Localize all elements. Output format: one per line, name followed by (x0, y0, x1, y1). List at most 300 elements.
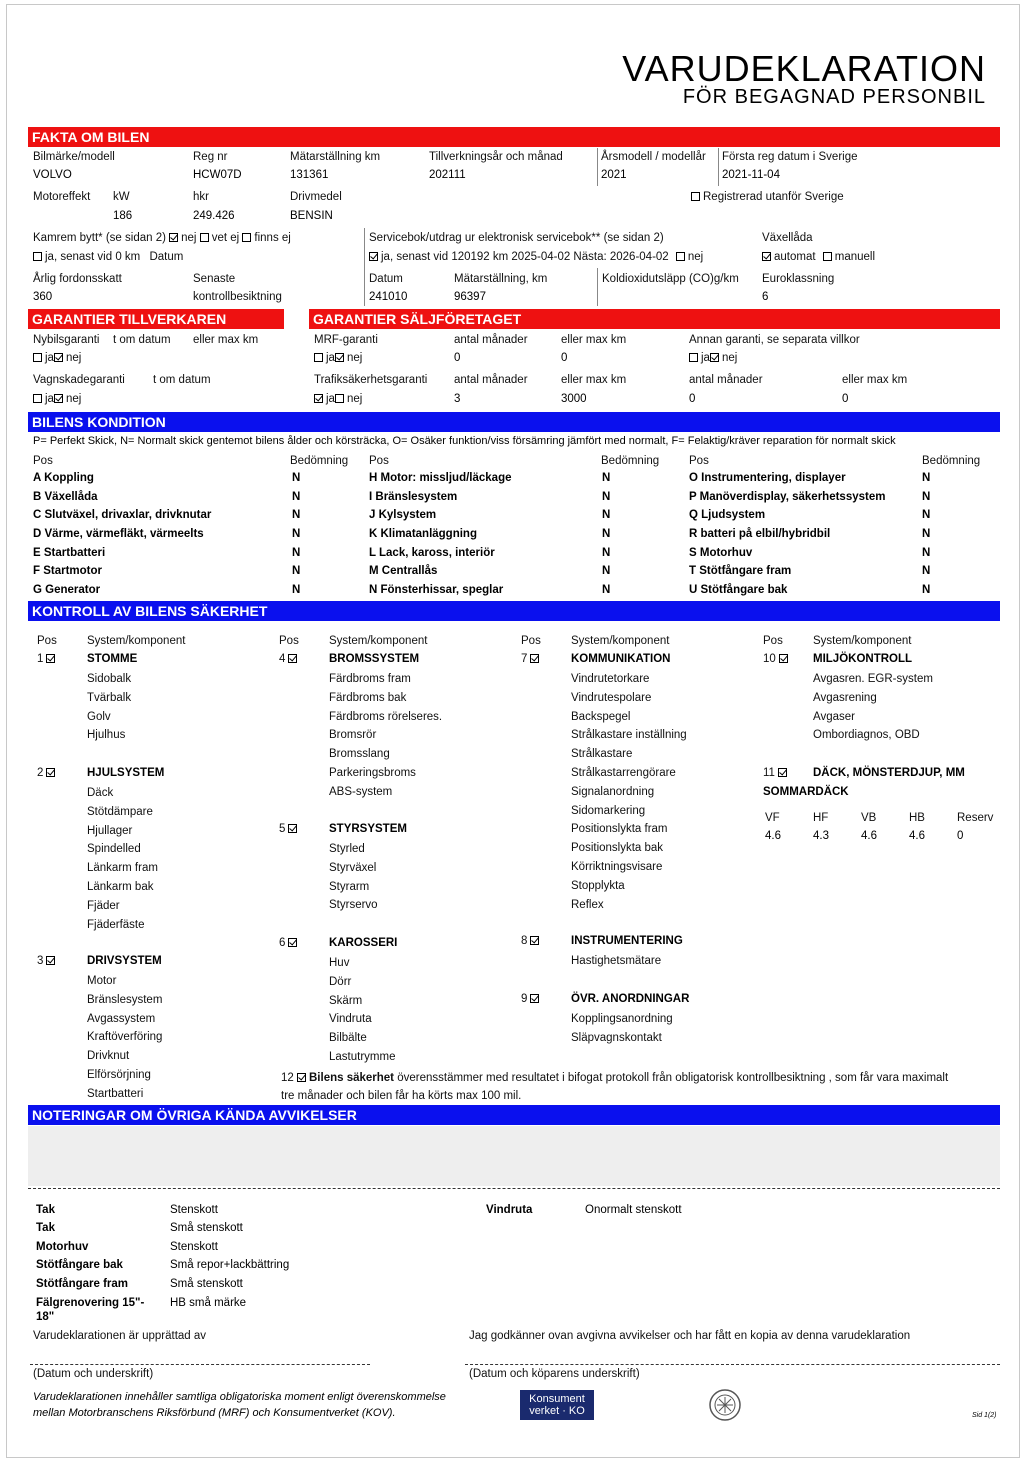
sak-item: Bromsrör (329, 729, 377, 741)
kamrem-label: Kamrem bytt* (se sidan 2) (33, 232, 166, 244)
kondition-item-value: N (292, 584, 301, 596)
mrf-km-value: 0 (561, 352, 568, 364)
sak-pos-label: Pos (521, 635, 541, 647)
nybil-km-label: eller max km (193, 334, 259, 346)
note-part: Motorhuv (36, 1241, 89, 1253)
tire-col-value: 4.6 (861, 830, 877, 842)
sak-item: Vindrutetorkare (571, 673, 650, 685)
page-subtitle: FÖR BEGAGNAD PERSONBIL (682, 86, 986, 108)
kondition-item-value: N (922, 472, 931, 484)
trafik-label: Trafiksäkerhetsgaranti (314, 374, 428, 386)
service-nej-checkbox[interactable] (676, 252, 685, 261)
nej-label: nej (65, 393, 82, 405)
group-1-checkbox[interactable] (46, 654, 55, 663)
sak-item: Färdbroms rörelseres. (329, 711, 443, 723)
nybil-label: Nybilsgaranti (33, 334, 100, 346)
sak-item: Hjullager (87, 825, 133, 837)
kondition-item-value: N (922, 547, 931, 559)
tire-col-label: HB (909, 812, 925, 824)
annan-ja-checkbox[interactable] (689, 353, 698, 362)
group-6-checkbox[interactable] (288, 938, 297, 947)
sak-group-4-title: BROMSSYSTEM (329, 653, 420, 665)
kondition-item-value: N (292, 565, 301, 577)
sak-group-10-title: MILJÖKONTROLL (813, 653, 913, 665)
nej-label: nej (346, 393, 363, 405)
sak-group-3-title: DRIVSYSTEM (87, 955, 162, 967)
nybil-nej-checkbox[interactable] (54, 353, 63, 362)
nybil-options (33, 352, 81, 364)
sak-group-3-num (37, 955, 58, 967)
sak-item: Positionslykta bak (571, 842, 664, 854)
sak-item: Länkarm fram (87, 862, 158, 874)
hkr-label: hkr (193, 191, 209, 203)
matar-value: 131361 (290, 169, 329, 181)
kondition-item-name: K Klimatanläggning (369, 528, 477, 540)
sak-group-2-title: HJULSYSTEM (87, 767, 165, 779)
vagnskade-label: Vagnskadegaranti (33, 374, 125, 386)
mrf-ja-checkbox[interactable] (314, 353, 323, 362)
sak-group-11-title: DÄCK, MÖNSTERDJUP, MM (813, 767, 965, 779)
note-right-desc: Onormalt stenskott (585, 1204, 682, 1216)
sak-sys-label: System/komponent (329, 635, 428, 647)
note-desc: Små stenskott (170, 1278, 243, 1290)
vagnskade-ja-checkbox[interactable] (33, 394, 42, 403)
note-desc: HB små märke (170, 1297, 247, 1309)
sak-item: Stötdämpare (87, 806, 153, 818)
sak-item: Avgasren. EGR-system (813, 673, 933, 685)
group-4-checkbox[interactable] (288, 654, 297, 663)
sak-group-10-num (763, 653, 791, 665)
nej-label: nej (346, 352, 363, 364)
kondition-item-value: N (292, 509, 301, 521)
tire-col-label: VB (861, 812, 877, 824)
note-part-cont: 18" (36, 1311, 55, 1323)
group-num: 6 (279, 937, 286, 949)
sak-item: Avgassystem (87, 1013, 156, 1025)
sak-item: Spindelled (87, 843, 141, 855)
group-num: 8 (521, 935, 528, 947)
section-noteringar-heading: NOTERINGAR OM ÖVRIGA KÄNDA AVVIKELSER (28, 1105, 1000, 1125)
trafik-ja-checkbox[interactable] (314, 394, 323, 403)
tire-col-value: 4.6 (765, 830, 781, 842)
datum-label: Datum (369, 273, 403, 285)
kondition-item-name: L Lack, kaross, interiör (369, 547, 495, 559)
kondition-item-name: E Startbatteri (33, 547, 106, 559)
nybil-ja-checkbox[interactable] (33, 353, 42, 362)
vagnskade-nej-checkbox[interactable] (54, 394, 63, 403)
mrf-label: MRF-garanti (314, 334, 378, 346)
group-num: 10 (763, 653, 776, 665)
kondition-bed-label: Bedömning (922, 455, 981, 467)
note-part: Fälgrenovering 15"- (36, 1297, 145, 1309)
drivmedel-value: BENSIN (290, 210, 333, 222)
group-12-bold: Bilens säkerhet (309, 1072, 395, 1084)
tire-col-label: Reserv (957, 812, 994, 824)
ja-label: ja (326, 352, 335, 364)
skatt-value: 360 (33, 291, 53, 303)
section-sakerhet-heading: KONTROLL AV BILENS SÄKERHET (28, 601, 1000, 621)
sak-group-7-title: KOMMUNIKATION (571, 653, 671, 665)
group-3-checkbox[interactable] (46, 956, 55, 965)
kondition-item-value: N (922, 584, 931, 596)
note-right-part: Vindruta (486, 1204, 533, 1216)
kondition-item-name: M Centrallås (369, 565, 438, 577)
automat-checkbox[interactable] (762, 252, 771, 261)
kondition-item-value: N (602, 547, 611, 559)
kw-value: 186 (113, 210, 133, 222)
sak-pos-label: Pos (763, 635, 783, 647)
sak-item: Sidomarkering (571, 805, 646, 817)
kondition-item-value: N (602, 565, 611, 577)
sak-item: ABS-system (329, 786, 393, 798)
kondition-item-value: N (602, 491, 611, 503)
sak-item: Huv (329, 957, 350, 969)
kondition-item-name: Q Ljudsystem (689, 509, 766, 521)
sak-group-12 (281, 1072, 948, 1084)
divider (28, 1188, 1000, 1189)
sak-item: Fjäderfäste (87, 919, 145, 931)
group-num: 11 (763, 767, 775, 779)
kondition-item-value: N (922, 528, 931, 540)
sak-item: Motor (87, 975, 117, 987)
mrf-options (314, 352, 362, 364)
sak-group-11-sub: SOMMARDÄCK (763, 786, 849, 798)
skatt-label: Årlig fordonsskatt (33, 273, 122, 285)
sign2-label: (Datum och köparens underskrift) (469, 1368, 640, 1380)
kondition-item-value: N (292, 547, 301, 559)
sak-item: Kopplingsanordning (571, 1013, 673, 1025)
sak-item: Parkeringsbroms (329, 767, 416, 779)
sak-item: Elförsörjning (87, 1069, 151, 1081)
trafik-options (314, 393, 362, 405)
sak-item: Avgaser (813, 711, 855, 723)
note-part: Tak (36, 1222, 55, 1234)
footer-note1: Varudeklarationen innehåller samtliga obligatoriska moment enligt överenskommelse (33, 1391, 446, 1403)
matar-label: Mätarställning km (290, 151, 381, 163)
sak-group-6-title: KAROSSERI (329, 937, 398, 949)
sak-group-8-title: INSTRUMENTERING (571, 935, 683, 947)
kondition-bed-label: Bedömning (601, 455, 660, 467)
sak-item: Stopplykta (571, 880, 625, 892)
kondition-item-value: N (922, 565, 931, 577)
kondition-item-name: R batteri på elbil/hybridbil (689, 528, 831, 540)
vaxellada-label: Växellåda (762, 232, 813, 244)
matar2-label: Mätarställning, km (454, 273, 548, 285)
kondition-item-name: S Motorhuv (689, 547, 753, 559)
sak-item: Drivknut (87, 1050, 130, 1062)
logo-line2: verket · KO (529, 1405, 585, 1417)
sak-group-1-title: STOMME (87, 653, 138, 665)
sak-sys-label: System/komponent (813, 635, 912, 647)
footer-note2: mellan Motorbranschens Riksförbund (MRF) och Konsumentverket (KOV). (33, 1407, 396, 1419)
section-kondition-heading: BILENS KONDITION (28, 412, 1000, 432)
kamrem-nej-checkbox[interactable] (169, 233, 178, 242)
signature-line-seller[interactable] (30, 1364, 370, 1365)
sak-item: Strålkastarrengörare (571, 767, 676, 779)
kondition-item-name: N Fönsterhissar, speglar (369, 584, 504, 596)
sak-item: Lastutrymme (329, 1051, 396, 1063)
kondition-item-value: N (922, 491, 931, 503)
co2-label: Koldioxidutsläpp (CO)g/km (602, 273, 739, 285)
sak-item: Bilbälte (329, 1032, 367, 1044)
sak-item: Styrarm (329, 881, 370, 893)
signature-line-buyer[interactable] (465, 1364, 1000, 1365)
reg-utanfor-label: Registrerad utanför Sverige (703, 191, 844, 203)
kondition-item-name: H Motor: missljud/läckage (369, 472, 512, 484)
group-num: 3 (37, 955, 44, 967)
motoreffekt-label: Motoreffekt (33, 191, 91, 203)
kamrem-finnsej-checkbox[interactable] (242, 233, 251, 242)
regnr-value: HCW07D (193, 169, 242, 181)
kondition-item-name: U Stötfångare bak (689, 584, 788, 596)
sak-item: Tvärbalk (87, 692, 132, 704)
forsta-label: Första reg datum i Sverige (722, 151, 858, 163)
kondition-item-value: N (292, 491, 301, 503)
sak-item: Strålkastare inställning (571, 729, 687, 741)
sak-group-9-title: ÖVR. ANORDNINGAR (571, 993, 690, 1005)
nej-label: nej (65, 352, 82, 364)
kondition-item-name: A Koppling (33, 472, 94, 484)
tillv-value: 202111 (429, 169, 466, 181)
tire-col-label: VF (765, 812, 780, 824)
ja-label: ja (326, 393, 335, 405)
matar2-value: 96397 (454, 291, 486, 303)
group-num: 12 (281, 1072, 294, 1084)
sak-group-5-num (279, 823, 300, 835)
euro-value: 6 (762, 291, 769, 303)
senaste-label: Senaste (193, 273, 236, 285)
kw-label: kW (113, 191, 130, 203)
group-num: 1 (37, 653, 44, 665)
regnr-label: Reg nr (193, 151, 228, 163)
euro-label: Euroklassning (762, 273, 835, 285)
kamrem-finnsej-label: finns ej (254, 232, 291, 244)
section-garanti-tillv-heading: GARANTIER TILLVERKAREN (28, 309, 284, 329)
group-num: 4 (279, 653, 286, 665)
mrf-nej-checkbox[interactable] (335, 353, 344, 362)
kondition-item-name: J Kylsystem (369, 509, 437, 521)
kondition-item-name: C Slutväxel, drivaxlar, drivknutar (33, 509, 212, 521)
checkbox-icon (691, 192, 700, 201)
group-11-checkbox[interactable] (778, 768, 787, 777)
mrf-man-label: antal månader (454, 334, 528, 346)
kondition-item-name: G Generator (33, 584, 101, 596)
group-num: 5 (279, 823, 286, 835)
noteringar-textarea[interactable] (28, 1126, 1000, 1186)
datum-value: 241010 (369, 291, 408, 303)
kamrem-vetej-label: vet ej (211, 232, 240, 244)
kondition-bed-label: Bedömning (290, 455, 349, 467)
note-part: Tak (36, 1204, 55, 1216)
annan-label: Annan garanti, se separata villkor (689, 334, 860, 346)
mrf-km-label: eller max km (561, 334, 627, 346)
sak-item: Vindruta (329, 1013, 372, 1025)
annan-km-label: eller max km (842, 374, 908, 386)
sak-group-9-num (521, 993, 542, 1005)
kondition-pos-label: Pos (369, 455, 389, 467)
section-fakta-heading: FAKTA OM BILEN (28, 127, 1000, 147)
vaxellada-row (762, 251, 875, 263)
kamrem-vetej-checkbox[interactable] (200, 233, 209, 242)
kondition-item-value: N (292, 528, 301, 540)
sak-item: Reflex (571, 899, 604, 911)
group-num: 2 (37, 767, 44, 779)
service-row (369, 251, 703, 263)
kamrem-line2 (33, 251, 183, 263)
reg-utanfor-checkbox[interactable] (691, 191, 844, 203)
sak-item: Avgasrening (813, 692, 877, 704)
sak-item: Släpvagnskontakt (571, 1032, 662, 1044)
sak-item: Fjäder (87, 900, 120, 912)
group-5-checkbox[interactable] (288, 824, 297, 833)
note-desc: Små repor+lackbättring (170, 1259, 290, 1271)
kamrem-ja-label: ja, senast vid 0 km (45, 251, 141, 263)
annan-man-label: antal månader (689, 374, 763, 386)
sak-item: Styrväxel (329, 862, 377, 874)
sak-item: Dörr (329, 976, 352, 988)
page-title: VARUDEKLARATION (622, 48, 986, 89)
note-desc: Små stenskott (170, 1222, 243, 1234)
kondition-item-name: B Växellåda (33, 491, 98, 503)
sak-item: Strålkastare (571, 748, 633, 760)
forsta-value: 2021-11-04 (722, 169, 780, 181)
vagnskade-tom-label: t om datum (153, 374, 211, 386)
tire-col-label: HF (813, 812, 829, 824)
drivmedel-label: Drivmedel (290, 191, 342, 203)
divider (597, 268, 598, 306)
kondition-item-name: F Startmotor (33, 565, 102, 577)
hkr-value: 249.426 (193, 210, 235, 222)
kondition-legend: P= Perfekt Skick, N= Normalt skick gentemot bilens ålder och körsträcka, O= Osäker funktion/viss försämring jämfört med normalt, F= Felaktig/kräver reparation för normalt skick (33, 435, 896, 447)
service-nej-label: nej (687, 251, 704, 263)
group-num: 7 (521, 653, 528, 665)
sak-item: Däck (87, 787, 114, 799)
kondition-item-name: T Stötfångare fram (689, 565, 792, 577)
sak-item: Positionslykta fram (571, 823, 668, 835)
kondition-item-name: P Manöverdisplay, säkerhetssystem (689, 491, 886, 503)
kamrem-datum-label: Datum (149, 251, 184, 263)
ja-label: ja (45, 352, 54, 364)
sak-group-6-num (279, 937, 300, 949)
tire-col-value: 4.3 (813, 830, 829, 842)
sak-group-7-num (521, 653, 542, 665)
mrf-emblem-icon (708, 1388, 742, 1422)
kondition-pos-label: Pos (689, 455, 709, 467)
sak-sys-label: System/komponent (87, 635, 186, 647)
ja-label: ja (45, 393, 54, 405)
trafik-nej-checkbox[interactable] (335, 394, 344, 403)
bilmarke-label: Bilmärke/modell (33, 151, 115, 163)
sak-group-5-title: STYRSYSTEM (329, 823, 407, 835)
note-part: Stötfångare bak (36, 1259, 123, 1271)
group-8-checkbox[interactable] (530, 936, 539, 945)
sak-pos-label: Pos (37, 635, 57, 647)
godkanner-label: Jag godkänner ovan avgivna avvikelser och har fått en kopia av denna varudeklaration (469, 1330, 911, 1342)
nej-label: nej (721, 352, 738, 364)
sak-item: Startbatteri (87, 1088, 144, 1100)
group-12-text2: tre månader och bilen får ha körts max 100 mil. (281, 1090, 522, 1102)
group-12-checkbox[interactable] (297, 1073, 306, 1082)
section-garanti-salj-heading: GARANTIER SÄLJFÖRETAGET (309, 309, 1000, 329)
kondition-pos-label: Pos (33, 455, 53, 467)
note-part: Stötfångare fram (36, 1278, 129, 1290)
annan-man-value: 0 (689, 393, 696, 405)
sak-item: Vindrutespolare (571, 692, 652, 704)
service-line: ja, senast vid 120192 km 2025-04-02 Nästa: 2026-04-02 (381, 251, 669, 263)
sak-item: Sidobalk (87, 673, 132, 685)
kondition-item-name: O Instrumentering, displayer (689, 472, 846, 484)
konsumentverket-logo (520, 1390, 594, 1420)
tillv-label: Tillverkningsår och månad (429, 151, 563, 163)
sak-item: Hastighetsmätare (571, 955, 662, 967)
service-ja-checkbox[interactable] (369, 252, 378, 261)
divider (597, 148, 598, 186)
sak-pos-label: Pos (279, 635, 299, 647)
sak-item: Styrled (329, 843, 365, 855)
trafik-man-label: antal månader (454, 374, 528, 386)
group-2-checkbox[interactable] (46, 768, 55, 777)
kondition-item-value: N (922, 509, 931, 521)
kondition-item-value: N (292, 472, 301, 484)
group-12-text: överensstämmer med resultatet i bifogat protokoll från obligatorisk kontrollbesiktning , som får vara maximalt (394, 1072, 949, 1084)
group-num: 9 (521, 993, 528, 1005)
nybil-tom-label: t om datum (113, 334, 171, 346)
ja-label: ja (701, 352, 710, 364)
manuell-checkbox[interactable] (823, 252, 832, 261)
trafik-man-value: 3 (454, 393, 461, 405)
sak-item: Backspegel (571, 711, 631, 723)
manuell-label: manuell (834, 251, 876, 263)
kondition-item-value: N (602, 509, 611, 521)
sak-group-2-num (37, 767, 58, 779)
kamrem-row (33, 232, 291, 244)
divider (718, 148, 719, 186)
sak-group-1-num (37, 653, 58, 665)
upprattad-label: Varudeklarationen är upprättad av (33, 1330, 207, 1342)
kondition-item-value: N (602, 584, 611, 596)
logo-line1: Konsument (529, 1393, 585, 1405)
kondition-item-value: N (602, 472, 611, 484)
sak-item: Styrservo (329, 899, 378, 911)
mrf-man-value: 0 (454, 352, 461, 364)
vagnskade-options (33, 393, 81, 405)
group-9-checkbox[interactable] (530, 994, 539, 1003)
service-label: Servicebok/utdrag ur elektronisk servicebok** (se sidan 2) (369, 232, 664, 244)
sak-item: Bromsslang (329, 748, 390, 760)
sak-item: Färdbroms bak (329, 692, 407, 704)
group-10-checkbox[interactable] (779, 654, 788, 663)
sign1-label: (Datum och underskrift) (33, 1368, 154, 1380)
divider (364, 228, 365, 306)
kamrem-ja-checkbox[interactable] (33, 252, 42, 261)
trafik-km-value: 3000 (561, 393, 587, 405)
annan-options (689, 352, 737, 364)
sak-item: Färdbroms fram (329, 673, 411, 685)
tire-col-value: 4.6 (909, 830, 925, 842)
sak-item: Ombordiagnos, OBD (813, 729, 920, 741)
arsmodell-label: Årsmodell / modellår (601, 151, 706, 163)
sak-group-8-num (521, 935, 542, 947)
sak-item: Bränslesystem (87, 994, 163, 1006)
sak-sys-label: System/komponent (571, 635, 670, 647)
group-7-checkbox[interactable] (530, 654, 539, 663)
annan-nej-checkbox[interactable] (710, 353, 719, 362)
kondition-item-name: I Bränslesystem (369, 491, 458, 503)
page-number: Sid 1(2) (972, 1412, 997, 1419)
kondition-item-name: D Värme, värmefläkt, värmeelts (33, 528, 204, 540)
sak-group-11-num (763, 767, 790, 779)
arsmodell-value: 2021 (601, 169, 627, 181)
